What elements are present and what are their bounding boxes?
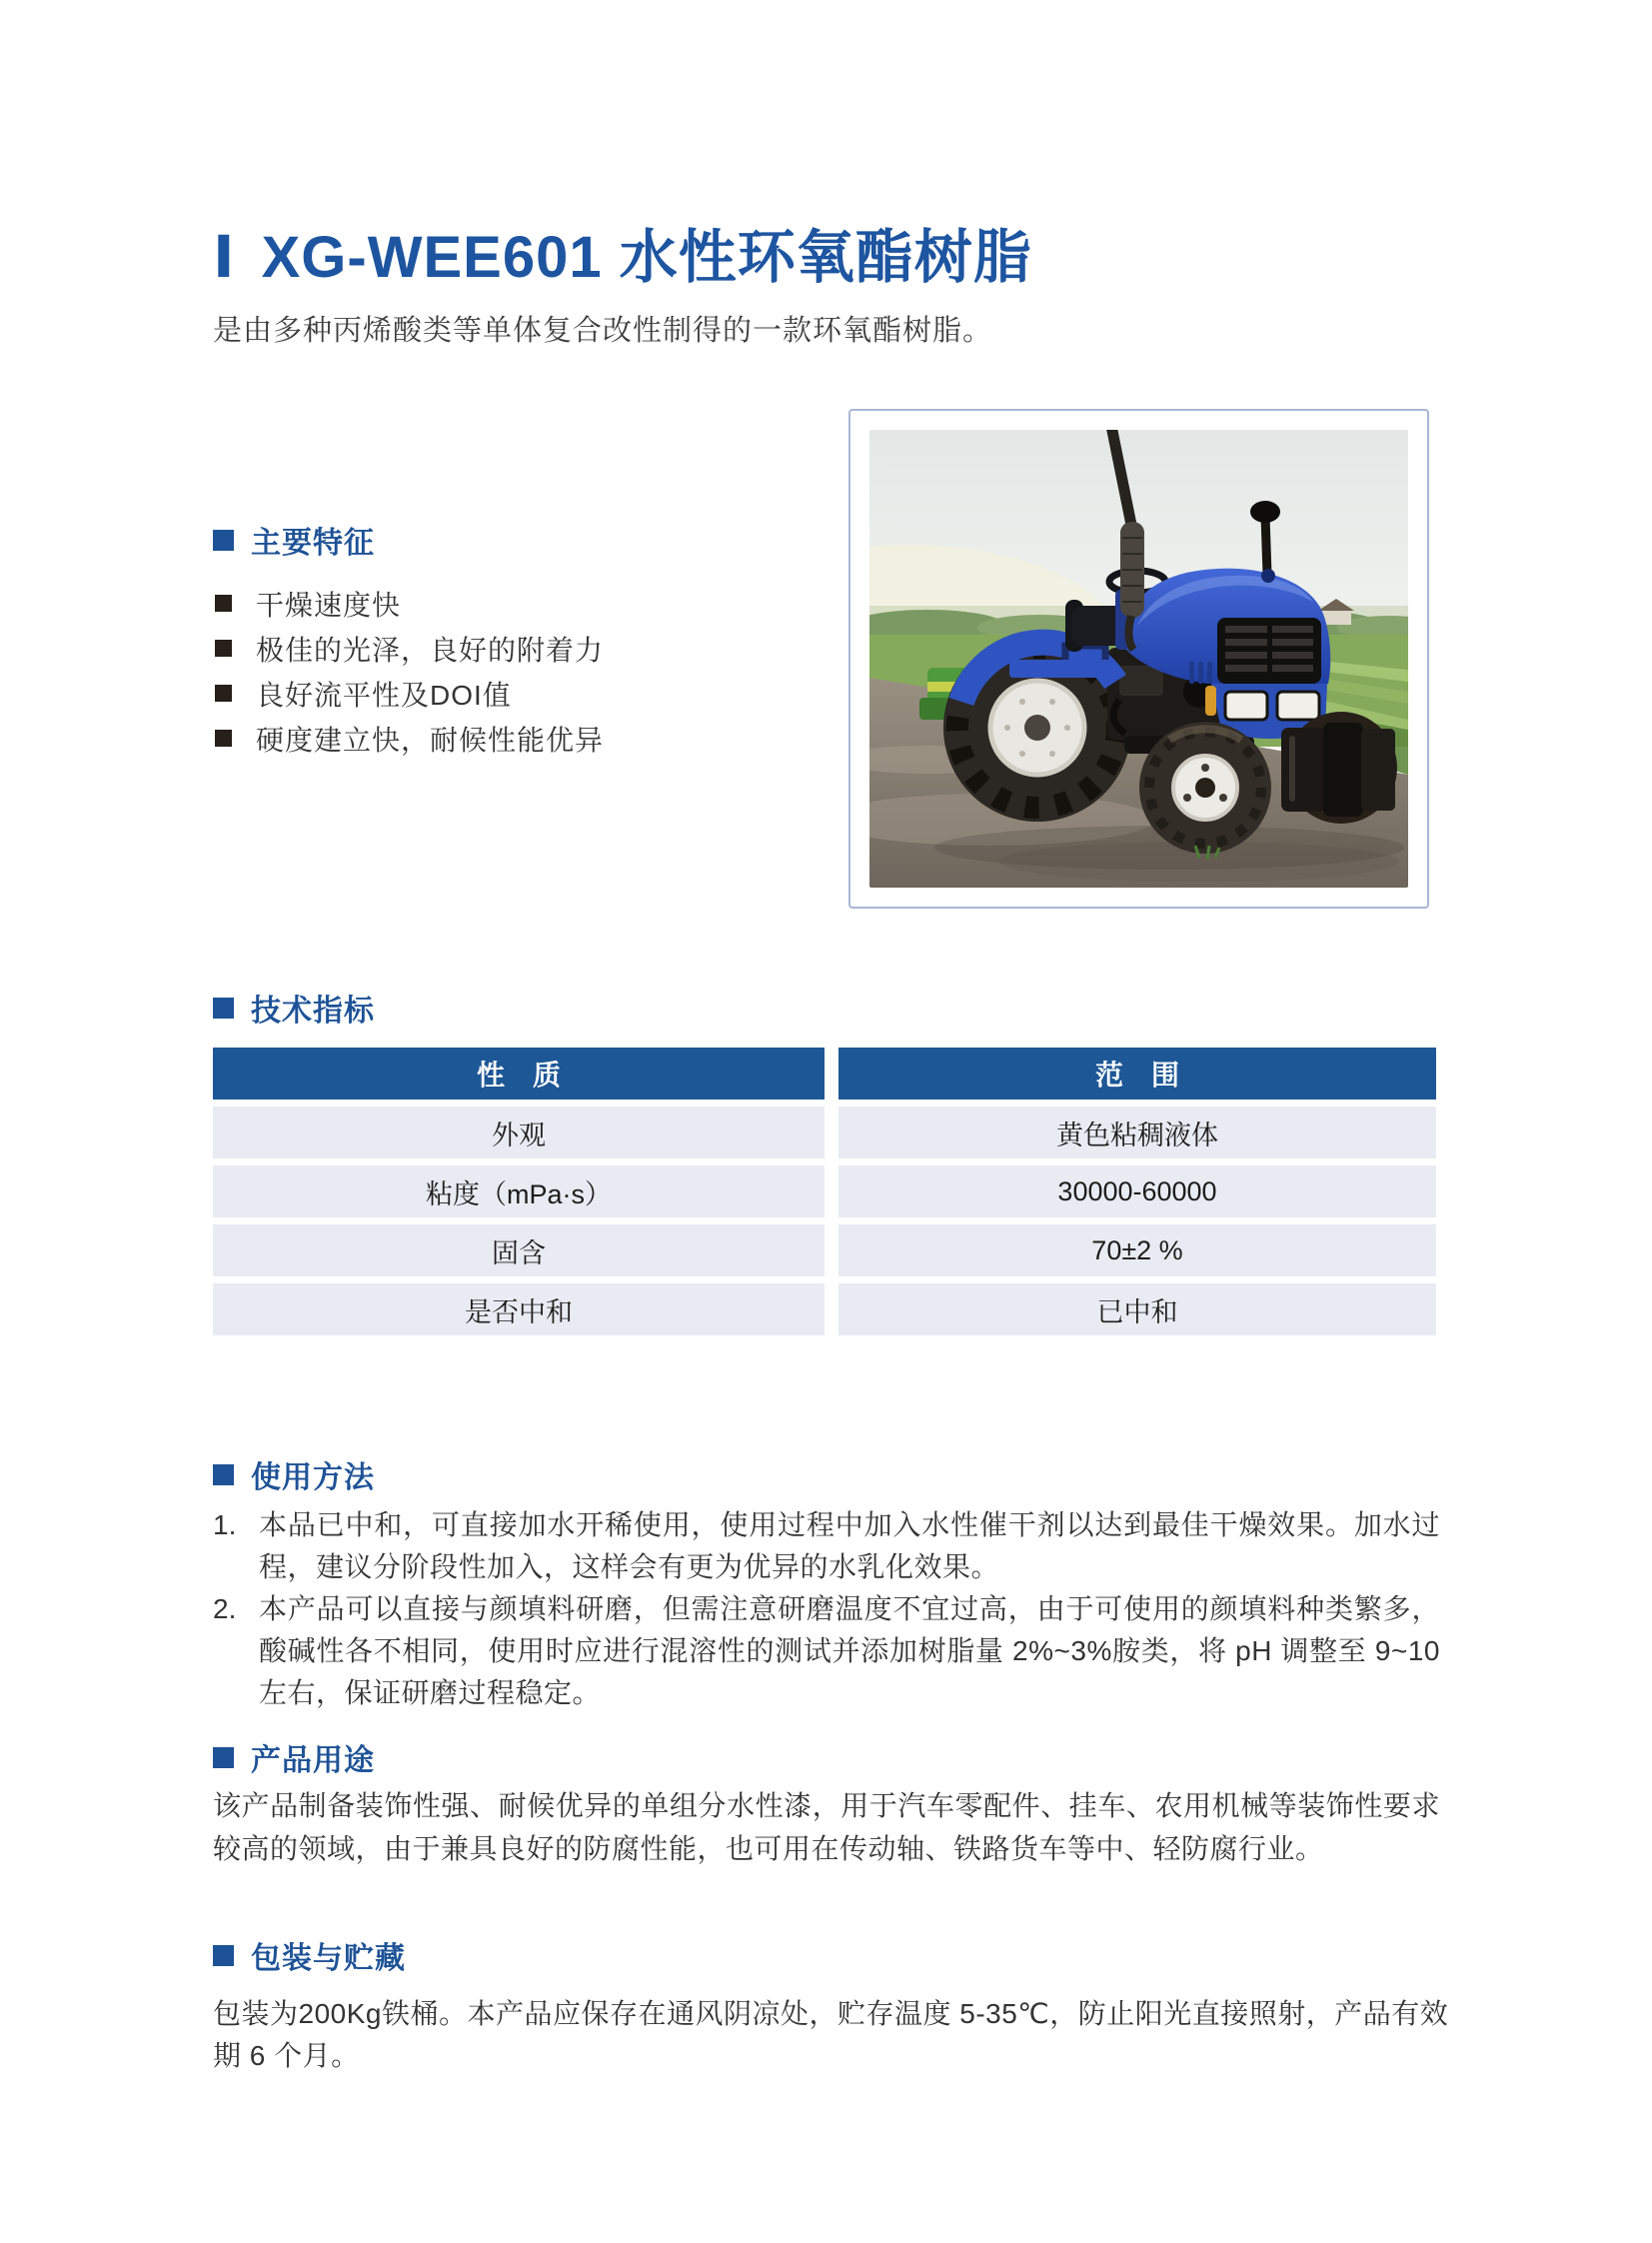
list-item: [215, 626, 604, 671]
section-packaging-heading: [213, 1933, 406, 1977]
section-features-heading: [213, 518, 375, 562]
list-item: [215, 671, 604, 716]
step-text: 本品已中和，可直接加水开稀使用，使用过程中加入水性催干剂以达到最佳干燥效果。加水过程，建议分阶段性加入，这样会有更为优异的水乳化效果。: [259, 1509, 1440, 1582]
page-title: [213, 226, 1032, 290]
property-cell: 外观: [213, 1107, 825, 1158]
feature-label: 良好流平性及DOI值: [256, 679, 512, 711]
list-item: [215, 716, 604, 761]
table-row: [213, 1165, 1436, 1217]
features-list: [215, 581, 604, 761]
property-cell: 固含: [213, 1224, 825, 1276]
column-header: 范 围: [825, 1048, 1436, 1100]
table-row: [213, 1283, 1436, 1335]
section-heading-label: 产品用途: [251, 1744, 375, 1777]
property-cell: 是否中和: [213, 1283, 825, 1335]
feature-label: 硬度建立快，耐候性能优异: [256, 724, 605, 756]
section-specs-heading: [213, 986, 375, 1030]
usage-step: [213, 1588, 1440, 1714]
spec-table-wrap: [213, 1041, 1436, 1342]
table-row: [213, 1224, 1436, 1276]
section-marker-icon: [213, 1945, 234, 1966]
value-cell: 30000-60000: [825, 1165, 1436, 1217]
value-cell: 已中和: [825, 1283, 1436, 1335]
section-heading-label: 技术指标: [251, 995, 375, 1028]
page-subtitle: 是由多种丙烯酸类等单体复合改性制得的一款环氧酯树脂。: [213, 315, 993, 347]
list-item: [215, 581, 604, 626]
step-number: 1.: [213, 1509, 237, 1540]
section-marker-icon: [213, 1747, 234, 1768]
step-text: 本产品可以直接与颜填料研磨，但需注意研磨温度不宜过高，由于可使用的颜填料种类繁多，酸碱性各不相同，使用时应进行混溶性的测试并添加树脂量 2%~3%胺类，将 pH 调整至 9~10 左右，保证研磨过程稳定。: [259, 1593, 1440, 1708]
table-header-row: [213, 1048, 1436, 1100]
spec-table: [213, 1041, 1436, 1342]
bullet-square-icon: [215, 640, 232, 657]
title-text: XG-WEE601 水性环氧酯树脂: [261, 225, 1032, 290]
column-header: 性 质: [213, 1048, 825, 1100]
bullet-square-icon: [215, 730, 232, 747]
feature-label: 极佳的光泽，良好的附着力: [256, 634, 605, 666]
tractor-photo: [869, 430, 1408, 888]
title-prefix-bar: Ⅰ: [213, 225, 236, 290]
section-usage-heading: [213, 1452, 375, 1496]
product-photo-frame: [848, 409, 1429, 909]
usage-step: [213, 1504, 1440, 1588]
section-application-heading: [213, 1735, 375, 1779]
section-heading-label: 包装与贮藏: [251, 1942, 406, 1975]
section-heading-label: 主要特征: [251, 527, 375, 560]
packaging-paragraph: 包装为200Kg铁桶。本产品应保存在通风阴凉处，贮存温度 5-35℃，防止阳光直接照射，产品有效期 6 个月。: [213, 1998, 1449, 2071]
value-cell: 70±2 %: [825, 1224, 1436, 1276]
value-cell: 黄色粘稠液体: [825, 1107, 1436, 1158]
table-row: [213, 1107, 1436, 1158]
application-paragraph: 该产品制备装饰性强、耐候优异的单组分水性漆，用于汽车零配件、挂车、农用机械等装饰性要求较高的领域，由于兼具良好的防腐性能，也可用在传动轴、铁路货车等中、轻防腐行业。: [213, 1790, 1440, 1864]
section-heading-label: 使用方法: [251, 1461, 375, 1494]
section-marker-icon: [213, 1464, 234, 1485]
property-cell: 粘度（mPa·s）: [213, 1165, 825, 1217]
bullet-square-icon: [215, 685, 232, 702]
section-marker-icon: [213, 530, 234, 551]
step-number: 2.: [213, 1593, 237, 1624]
feature-label: 干燥速度快: [256, 589, 402, 621]
section-marker-icon: [213, 998, 234, 1019]
bullet-square-icon: [215, 595, 232, 612]
usage-list: [213, 1504, 1440, 1714]
